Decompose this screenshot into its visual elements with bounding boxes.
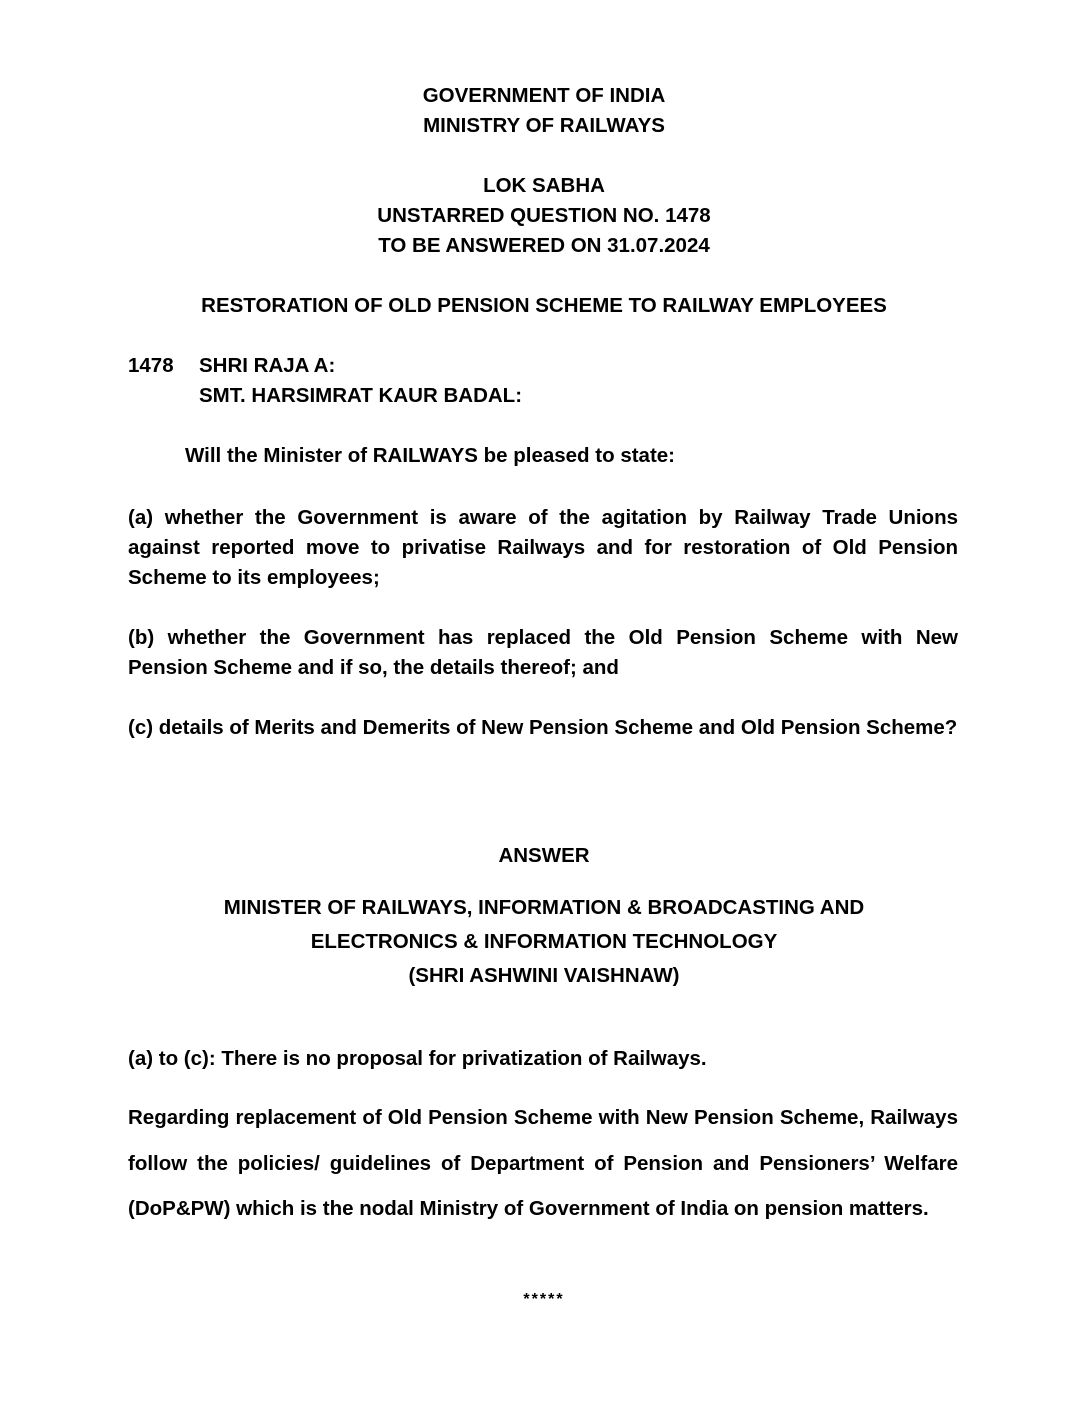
subject-heading: RESTORATION OF OLD PENSION SCHEME TO RAILWAY EMPLOYEES [201,294,887,317]
minister-title-line-1: MINISTER OF RAILWAYS, INFORMATION & BROADCASTING AND [223,896,865,919]
question-number: 1478 [128,354,174,377]
question-part-b: (b) whether the Government has replaced the Old Pension Scheme with New Pension Scheme and if so, the details thereof; and [128,626,958,679]
minister-name: (SHRI ASHWINI VAISHNAW) [408,964,680,987]
question-part-a: (a) whether the Government is aware of the agitation by Railway Trade Unions against reported move to privatise Railways and for restoration of Old Pension Scheme to its employees; [128,506,958,589]
reply-body: Regarding replacement of Old Pension Scheme with New Pension Scheme, Railways follow the policies/ guidelines of Department of Pension and Pensioners’ Welfare (DoP&PW) which is the nodal Ministry of Government of India on pension matters. [128,1106,958,1221]
answer-heading: ANSWER [498,844,590,867]
question-part-c: (c) details of Merits and Demerits of New Pension Scheme and Old Pension Scheme? [128,716,958,739]
ministry-heading: MINISTRY OF RAILWAYS [423,114,665,137]
government-heading: GOVERNMENT OF INDIA [422,84,666,107]
minister-title-line-2: ELECTRONICS & INFORMATION TECHNOLOGY [310,930,778,953]
end-mark: ***** [523,1291,565,1308]
house-heading: LOK SABHA [483,174,605,197]
reply-intro: (a) to (c): There is no proposal for privatization of Railways. [128,1047,707,1070]
member-name-1: SHRI RAJA A: [199,354,336,377]
member-name-2: SMT. HARSIMRAT KAUR BADAL: [199,384,523,407]
question-number-heading: UNSTARRED QUESTION NO. 1478 [377,204,711,227]
answer-date-heading: TO BE ANSWERED ON 31.07.2024 [378,234,710,257]
question-intro: Will the Minister of RAILWAYS be pleased to state: [185,444,675,467]
